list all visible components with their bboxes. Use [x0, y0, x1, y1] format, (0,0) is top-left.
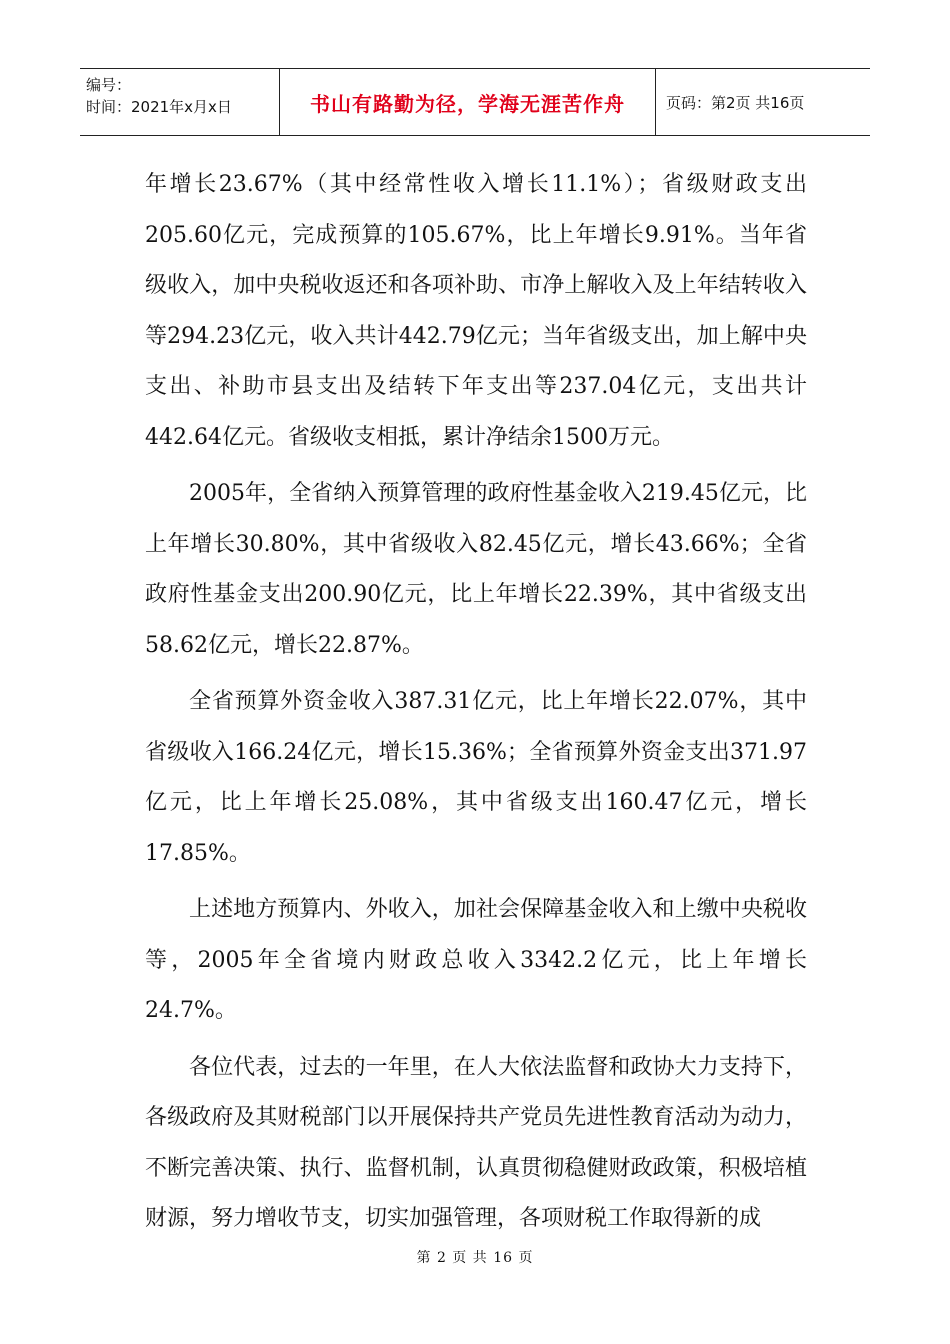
header-meta: [80, 69, 280, 135]
paragraph: 各位代表，过去的一年里，在人大依法监督和政协大力支持下，各级政府及其财税部门以开展保持共产党员先进性教育活动为动力，不断完善决策、执行、监督机制，认真贯彻稳健财政政策，积极培植财源，努力增收节支，切实加强管理，各项财税工作取得新的成: [145, 1054, 807, 1231]
number-label: 编号：: [86, 76, 132, 94]
paragraph: 2005年，全省纳入预算管理的政府性基金收入219.45亿元，比上年增长30.80%，其中省级收入82.45亿元，增长43.66%；全省政府性基金支出200.90亿元，比上年增长22.39%，其中省级支出58.62亿元，增长22.87%。: [145, 481, 807, 658]
document-body: [145, 160, 807, 1245]
header-page-info: 页码：第2页 共16页: [666, 93, 805, 112]
time-label: 时间：2021年x月x日: [86, 98, 232, 116]
paragraph: 年增长23.67%（其中经常性收入增长11.1%）；省级财政支出205.60亿元，完成预算的105.67%，比上年增长9.91%。当年省级收入，加中央税收返还和各项补助、市净上解收入及上年结转收入等294.23亿元，收入共计442.79亿元；当年省级支出，加上解中央支出、补助市县支出及结转下年支出等237.04亿元，支出共计442.64亿元。省级收支相抵，累计净结余1500万元。: [145, 172, 807, 450]
document-header: [80, 68, 870, 136]
page-footer: 第 2 页 共 16 页: [416, 1250, 534, 1266]
paragraph: 全省预算外资金收入387.31亿元，比上年增长22.07%，其中省级收入166.24亿元，增长15.36%；全省预算外资金支出371.97亿元，比上年增长25.08%，其中省级支出160.47亿元，增长17.85%。: [145, 689, 807, 866]
paragraph: 上述地方预算内、外收入，加社会保障基金收入和上缴中央税收等，2005年全省境内财政总收入3342.2亿元，比上年增长24.7%。: [145, 897, 807, 1023]
header-motto: 书山有路勤为径，学海无涯苦作舟: [280, 69, 656, 135]
